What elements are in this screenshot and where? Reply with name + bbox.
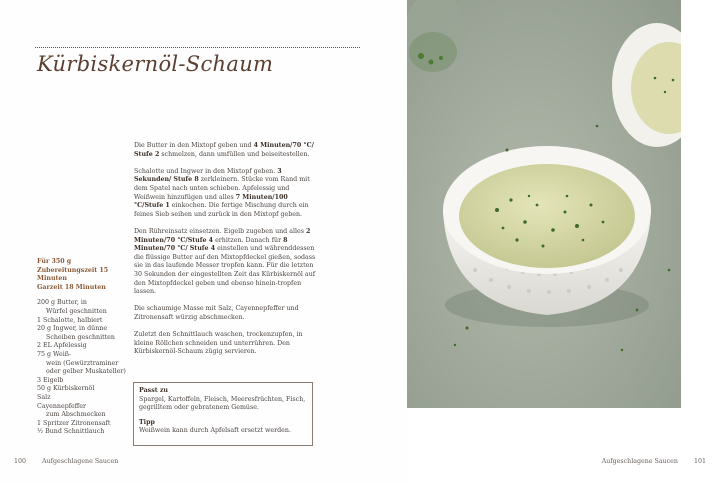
ingredient-line: wein (Gewürztraminer [46, 359, 119, 367]
instruction-text: Schalotte und Ingwer in den Mixtopf geben. [134, 167, 278, 175]
instruction-step [134, 305, 318, 322]
ingredient-line: 20 g Ingwer, in dünne [37, 325, 108, 333]
instruction-text: Die Butter in den Mixtopf geben und [134, 142, 254, 149]
instruction-step [134, 228, 318, 297]
ingredient-line: Salz [37, 393, 51, 401]
ingredient-line: Würfel geschnitten [46, 307, 107, 315]
ingredient-line: Scheiben geschnitten [46, 333, 115, 341]
pairing-text: Spargel, Kartoffeln, Fleisch, Meeresfrüchten, Fisch, gegrilltem oder gebratenem Gemüse. [139, 395, 306, 412]
page-number-right: 101 [693, 458, 706, 465]
cook-time: Garzeit 18 Minuten [37, 283, 106, 291]
pairing-heading: Passt zu [139, 387, 168, 394]
instruction-step [134, 168, 318, 220]
footer-left [14, 458, 118, 465]
ingredient-line: 3 Eigelb [37, 376, 64, 384]
ingredient-line: 2 EL Apfelessig [37, 342, 87, 350]
footer-right [602, 458, 706, 465]
tip-box [133, 382, 313, 446]
ingredient-line: 1 Schalotte, halbiert [37, 316, 103, 324]
instruction-text: schmelzen, dann umfüllen und beiseitestellen. [159, 150, 310, 158]
instruction-setting: 4 Minuten/70 °C/ [253, 142, 314, 149]
ingredient-line: 200 g Butter, in [37, 299, 87, 307]
instruction-setting: 8 Minuten/70 °C/ [134, 236, 288, 253]
title-dotted-rule [35, 47, 360, 48]
instruction-setting: Stufe 4 [189, 245, 216, 253]
recipe-meta [37, 258, 127, 292]
ingredient-line: oder gelber Muskateller) [46, 368, 126, 376]
tip-heading: Tipp [139, 418, 155, 426]
servings: Für 350 g [37, 258, 72, 265]
instruction-setting: Stufe 2 [134, 150, 160, 158]
sauce-bowl-photo [407, 0, 681, 408]
ingredient-line: zum Abschmecken [46, 411, 106, 419]
instruction-step [134, 142, 318, 159]
ingredient-list [37, 299, 127, 437]
recipe-title: Kürbiskernöl-Schaum [37, 52, 274, 76]
instruction-text: Die schaumige Masse mit Salz, Cayennepfeffer und Zitronensaft würzig abschmecken. [134, 305, 299, 321]
ingredient-line: 1 Spritzer Zitronensaft [37, 419, 111, 427]
instruction-setting: 7 Minuten/100 °C/Stufe 1 [134, 193, 288, 210]
ingredient-line: 50 g Kürbiskernöl [37, 385, 95, 393]
tip-text: Weißwein kann durch Apfelsaft ersetzt werden. [139, 427, 291, 435]
instruction-text: Den Rühreinsatz einsetzen. Eigelb zugeben und alles [134, 227, 306, 235]
instruction-step [134, 331, 318, 357]
ingredient-line: Cayennepfeffer [37, 402, 86, 410]
instruction-text: einkochen. Die fertige Mischung durch ein feines Sieb seihen und zurück in den Mixtopf geben. [134, 202, 309, 218]
instruction-text: zerkleinern. Stücke vom Rand mit dem Spatel nach unten schieben. Apfelessig und Weißwein hinzufügen und alles [134, 176, 310, 201]
section-name-right: Aufgeschlagene Saucen [601, 458, 678, 465]
page-number-left: 100 [14, 458, 27, 465]
prep-time: Zubereitungszeit 15 Minuten [37, 266, 109, 283]
instruction-text: Zuletzt den Schnittlauch waschen, trockenzupfen, in kleine Röllchen schneiden und unterrühren. Den Kürbiskernöl-Schaum zügig servieren. [134, 331, 303, 356]
instruction-text: einstellen und währenddessen die flüssige Butter auf den Mixtopfdeckel gießen, sodass sie in das laufende Messer tropfen kann. Für die letzten 30 Sekunden der eingestellten Zeit das Kürbiskernöl auf den Mixtopfdeckel geben und ebenso hinein-tropfen lassen. [134, 245, 316, 296]
instruction-setting: Stufe 8 [173, 176, 199, 184]
food-photo [407, 0, 681, 408]
instruction-text: erhitzen. Danach für [213, 236, 284, 244]
ingredient-line: 75 g Weiß- [37, 350, 72, 358]
section-name-left: Aufgeschlagene Saucen [42, 458, 119, 465]
right-page [407, 0, 720, 483]
ingredient-line: ½ Bund Schnittlauch [37, 428, 105, 436]
instruction-setting: 3 Sekunden/ [134, 167, 282, 184]
instruction-setting: 2 Minuten/70 °C/Stufe 4 [134, 227, 311, 244]
recipe-info [37, 258, 127, 437]
instructions [134, 142, 318, 365]
